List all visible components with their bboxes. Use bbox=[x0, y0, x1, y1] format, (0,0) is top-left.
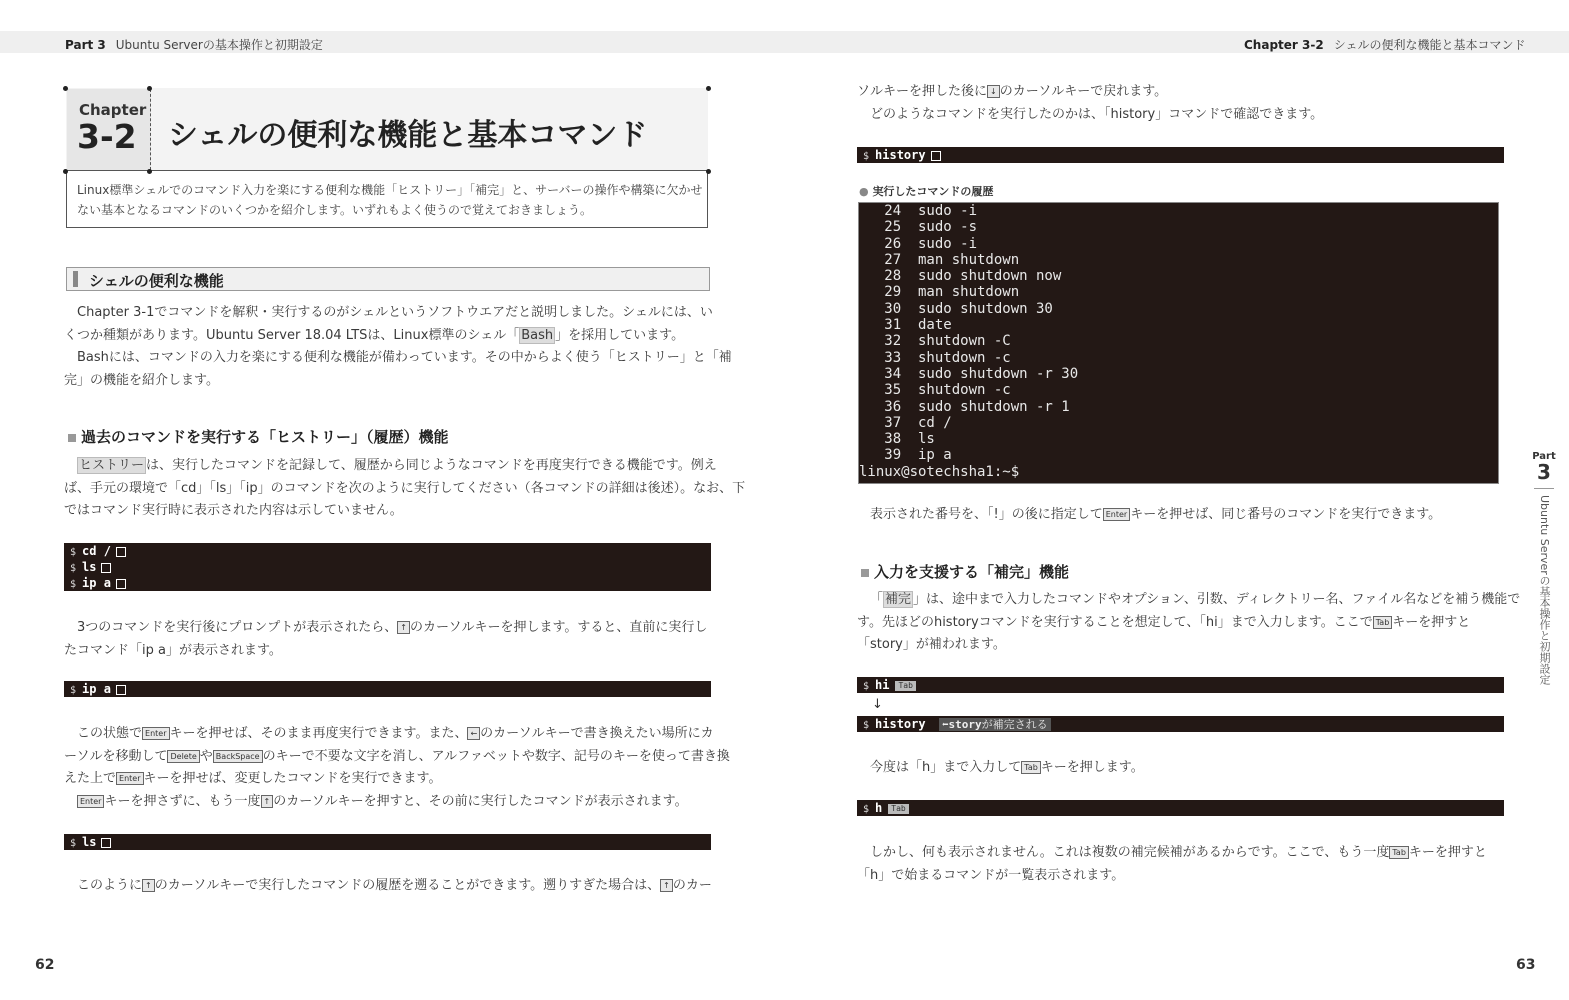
chapter-label: Chapter bbox=[79, 101, 147, 119]
command-block: $ ls bbox=[64, 834, 711, 850]
command-block: $ cd / $ ls $ ip a bbox=[64, 543, 711, 591]
section1-body: Chapter 3-1でコマンドを解釈・実行するのがシェルというソフトウエアだと説明しました。シェルには、い くつか種類があります。Ubuntu Server 18.04 LTSは、Linux標準のシェル「 Bash 」を採用しています。 Bashには、コマンドの入力を楽にする便利な機能が備わっています。その中からよく使う「ヒストリー」と「補 完」の機能を紹介します。 bbox=[64, 305, 732, 388]
up-key-icon: ↑ bbox=[261, 795, 274, 808]
command-block: $ h Tab bbox=[857, 800, 1504, 816]
corner-dot bbox=[147, 169, 152, 174]
corner-dot bbox=[63, 86, 68, 91]
side-tab: Part 3 Ubuntu Serverの基本操作と初期設定 bbox=[1532, 451, 1556, 685]
completion-body: 「 補完 」は、途中まで入力したコマンドやオプション、引数、ディレクトリー名、ファイル名などを補う機能で す。先ほどのhistoryコマンドを実行することを想定して、「hi」まで入力します。ここで Tab キーを押すと 「story」が補われます。 bbox=[857, 592, 1521, 652]
down-key-icon: ↓ bbox=[987, 85, 1000, 98]
left-key-icon: ← bbox=[467, 727, 480, 740]
chapter-intro: Linux標準シェルでのコマンド入力を楽にする便利な機能「ヒストリー」「補完」と、サーバーの操作や構築に欠かせ ない基本となるコマンドのいくつかを紹介します。いずれもよく使うので覚えておきましょう。 bbox=[77, 183, 703, 217]
history-para-2: 3つのコマンドを実行後にプロンプトが表示されたら、 ↑ のカーソルキーを押します。すると、直前に実行し たコマンド「ip a」が表示されます。 bbox=[64, 620, 708, 658]
history-para-3: この状態で Enter キーを押せば、そのまま再度実行できます。また、 ← のカーソルキーで書き換えたい場所にカ ーソルを移動して Delete や BackSpace のキーで不要な文字を消し、アルファベットや数字、記号のキーを使って書き換 えた上で Enter キーを押せば、変更したコマンドを実行できます。 Enter キーを押さずに、もう一度 ↑ のカーソルキーを押すと、その前に実行したコマンドが表示されます。 bbox=[64, 726, 730, 809]
page-number-left: 62 bbox=[35, 957, 55, 973]
up-key-icon: ↑ bbox=[142, 879, 155, 892]
backspace-key-icon: BackSpace bbox=[213, 750, 263, 763]
command-block: $ history ⬅storyが補完される bbox=[857, 716, 1504, 732]
right-para-1: ソルキーを押した後に ↓ のカーソルキーで戻れます。 どのようなコマンドを実行したのかは、「history」コマンドで確認できます。 bbox=[857, 84, 1324, 122]
up-key-icon: ↑ bbox=[397, 621, 410, 634]
tab-key-icon: Tab bbox=[1373, 616, 1393, 629]
figure-caption: ● 実行したコマンドの履歴 bbox=[859, 185, 994, 198]
down-arrow-icon: ↓ bbox=[872, 697, 883, 712]
terminal-output: 24 sudo -i 25 sudo -s 26 sudo -i 27 man shutdown 28 sudo shutdown now 29 man shutdown 30 sudo shutdown 30 31 date 32 shutdown -C 33 shutdown -c 34 sudo shutdown -r 30 35 shutdown -c 36 sudo shutdown -r 1 37 cd / 38 ls 39 ip a linux@sotechsha1:~$ bbox=[858, 202, 1499, 484]
tab-key-icon: Tab bbox=[895, 681, 915, 691]
command-block: $ history bbox=[857, 147, 1504, 163]
right-para-2: 表示された番号を、「!」の後に指定して Enter キーを押せば、同じ番号のコマンドを実行できます。 bbox=[870, 507, 1442, 522]
tab-key-icon: Tab bbox=[888, 804, 908, 814]
delete-key-icon: Delete bbox=[167, 750, 199, 763]
enter-key-icon: Enter bbox=[1103, 508, 1130, 521]
tab-key-icon: Tab bbox=[1021, 761, 1041, 774]
right-para-5: しかし、何も表示されません。これは複数の補完候補があるからです。ここで、もう一度 Tab キーを押すと 「h」で始まるコマンドが一覧表示されます。 bbox=[857, 845, 1487, 883]
corner-dot bbox=[706, 86, 711, 91]
enter-key-icon: Enter bbox=[116, 772, 143, 785]
section-heading: シェルの便利な機能 bbox=[66, 267, 710, 291]
corner-dot bbox=[63, 169, 68, 174]
enter-key-icon: Enter bbox=[77, 795, 104, 808]
command-block: $ ip a bbox=[64, 681, 711, 697]
right-para-4: 今度は「h」まで入力して Tab キーを押します。 bbox=[870, 760, 1144, 775]
history-para-4: このように ↑ のカーソルキーで実行したコマンドの履歴を遡ることができます。遡りすぎた場合は、 ↑ のカー bbox=[77, 878, 712, 893]
running-header-left: Part 3 Ubuntu Serverの基本操作と初期設定 bbox=[65, 38, 323, 52]
corner-dot bbox=[147, 86, 152, 91]
completion-heading: 入力を支援する「補完」機能 bbox=[861, 561, 1069, 582]
chapter-title: シェルの便利な機能と基本コマンド bbox=[168, 118, 648, 153]
enter-key-icon: Enter bbox=[142, 727, 169, 740]
tab-key-icon: Tab bbox=[1389, 846, 1409, 859]
up-key-icon: ↑ bbox=[660, 879, 673, 892]
command-block: $ hi Tab bbox=[857, 677, 1504, 693]
corner-dot bbox=[706, 169, 711, 174]
history-intro: ヒストリー は、実行したコマンドを記録して、履歴から同じようなコマンドを再度実行できる機能です。例え ば、手元の環境で「cd」「ls」「ip」のコマンドを次のように実行してください（各コマンドの詳細は後述）。なお、下 ではコマンド実行時に表示された内容は示していません。 bbox=[64, 458, 746, 518]
running-header-right: Chapter 3-2 シェルの便利な機能と基本コマンド bbox=[1244, 38, 1526, 52]
history-heading: 過去のコマンドを実行する「ヒストリー」（履歴）機能 bbox=[68, 426, 449, 447]
page-number-right: 63 bbox=[1516, 957, 1536, 973]
chapter-number: 3-2 bbox=[77, 117, 137, 156]
